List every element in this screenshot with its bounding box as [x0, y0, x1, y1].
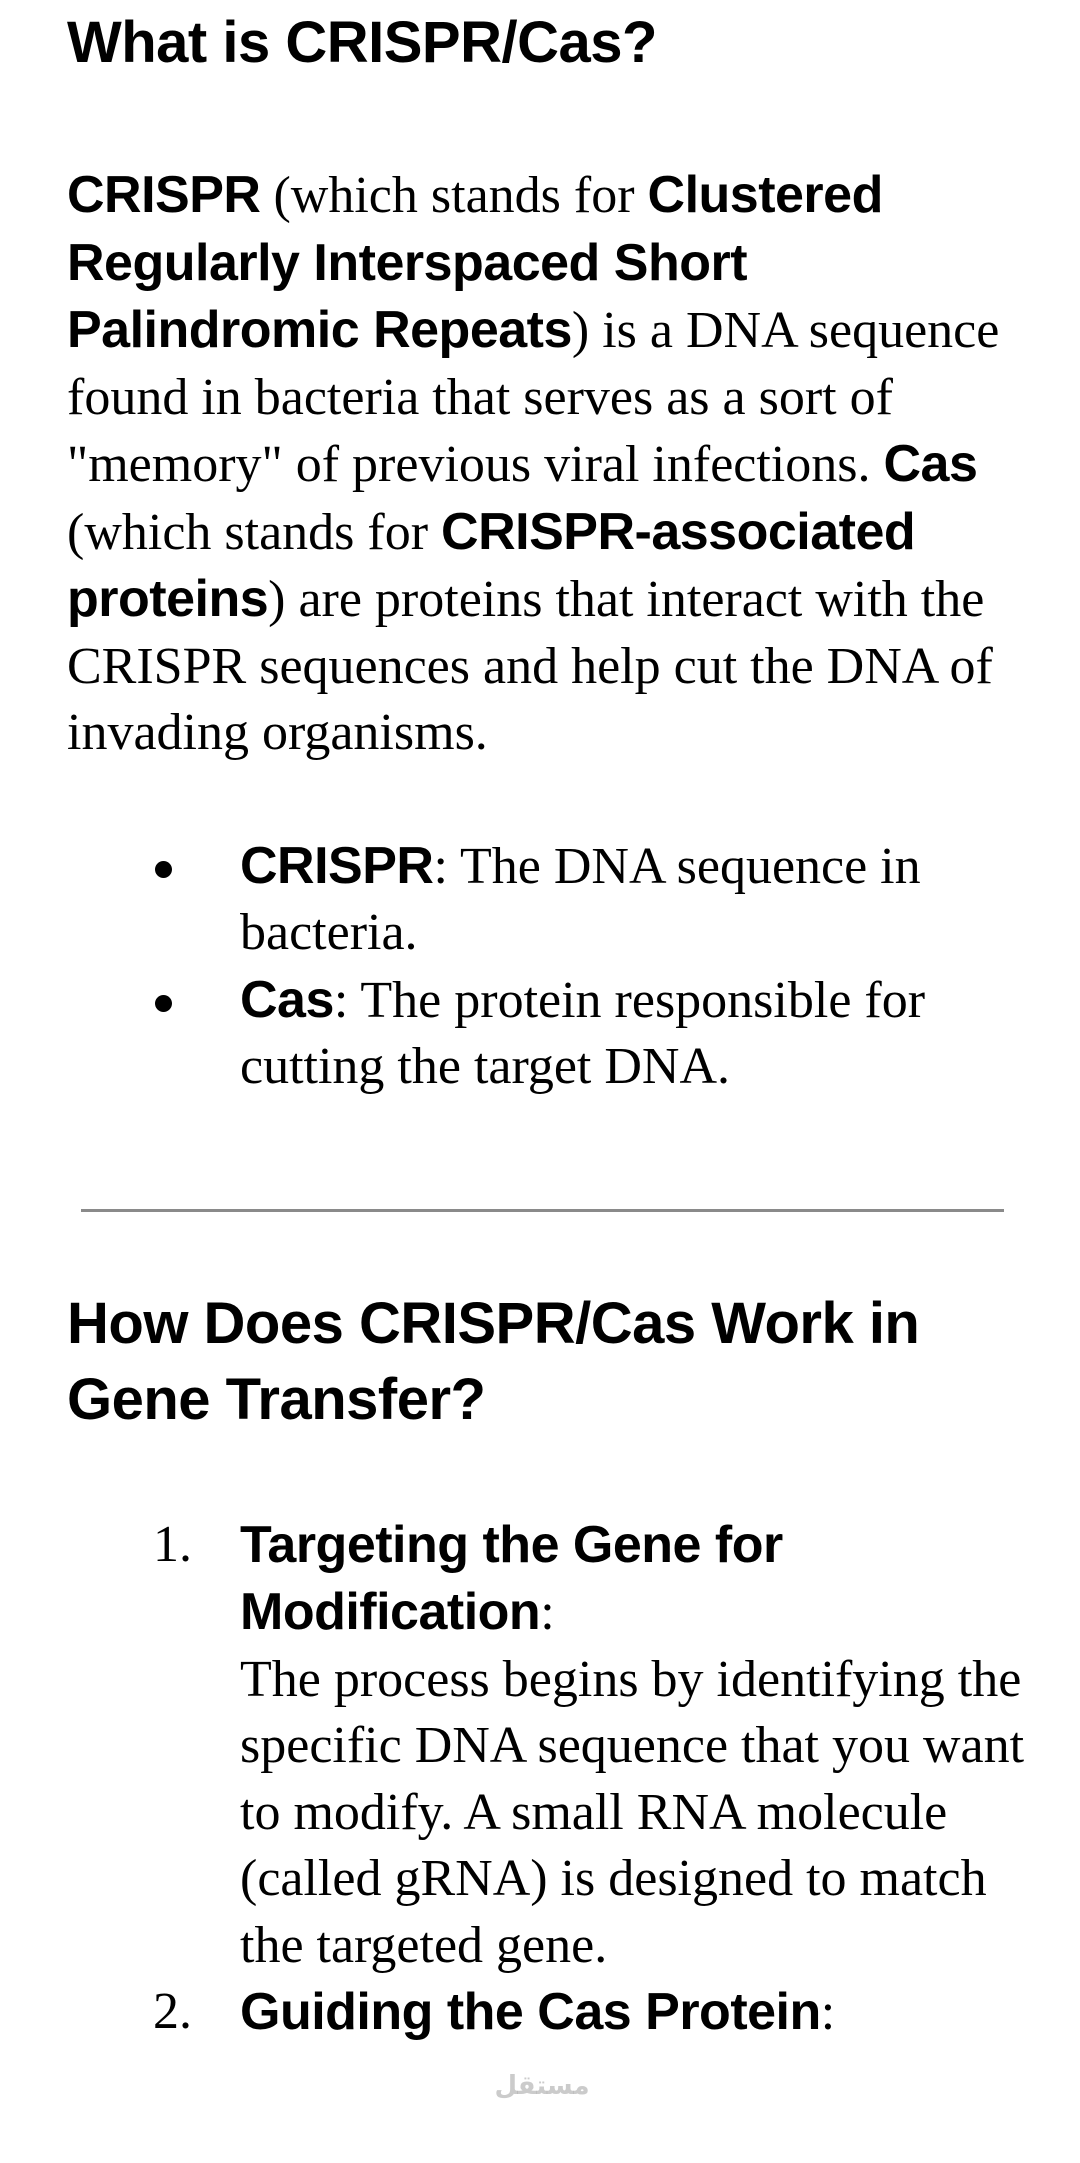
step-number: 1.	[153, 1515, 192, 1573]
list-item-term: CRISPR	[240, 836, 434, 895]
intro-paragraph	[67, 162, 1027, 767]
list-item-desc: : The DNA sequence in bacteria.	[240, 837, 921, 961]
section-heading-what-is-crispr: What is CRISPR/Cas?	[67, 10, 657, 75]
term-cas: Cas	[883, 435, 978, 493]
intro-text-2: ) is a DNA sequence found in bacteria that serves as a sort of "memory" of previous viral infections.	[67, 302, 1000, 493]
step-body: The process begins by identifying the specific DNA sequence that you want to modify. A small RNA molecule (called gRNA) is designed to match the targeted gene.	[240, 1650, 1025, 1974]
divider-wrapper	[67, 1101, 1027, 1212]
definition-list	[67, 833, 1027, 1101]
step-colon: :	[540, 1584, 555, 1641]
list-item	[67, 833, 1027, 967]
step-number: 2.	[153, 1983, 192, 2040]
term-crispr-expansion: Clustered Regularly Interspaced Short Palindromic Repeats	[67, 166, 883, 359]
section-heading-how-does-it-work: How Does CRISPR/Cas Work in Gene Transfer?	[67, 1290, 920, 1432]
section-divider	[81, 1209, 1004, 1212]
list-item-term: Cas	[240, 970, 334, 1029]
term-cas-expansion: CRISPR-associated proteins	[67, 502, 916, 628]
steps-list	[67, 1512, 1027, 2047]
step-title: Targeting the Gene for Modification	[240, 1515, 783, 1641]
list-item-desc: : The protein responsible for cutting the target DNA.	[240, 971, 926, 1095]
step-colon: :	[820, 1984, 836, 2041]
bullet-icon	[155, 861, 172, 878]
step-title: Guiding the Cas Protein	[240, 1983, 821, 2041]
term-crispr: CRISPR	[67, 166, 261, 224]
intro-text-1: (which stands for	[260, 167, 648, 224]
list-item	[67, 967, 1027, 1101]
intro-text-4: ) are proteins that interact with the CRISPR sequences and help cut the DNA of invading organisms.	[67, 571, 993, 761]
step-item	[67, 1979, 1027, 2047]
article	[67, 0, 1027, 2047]
step-item	[67, 1512, 1027, 1980]
bullet-icon	[155, 995, 172, 1012]
intro-text-3: (which stands for	[67, 503, 442, 561]
watermark-logo: مستقل	[494, 2071, 590, 2101]
